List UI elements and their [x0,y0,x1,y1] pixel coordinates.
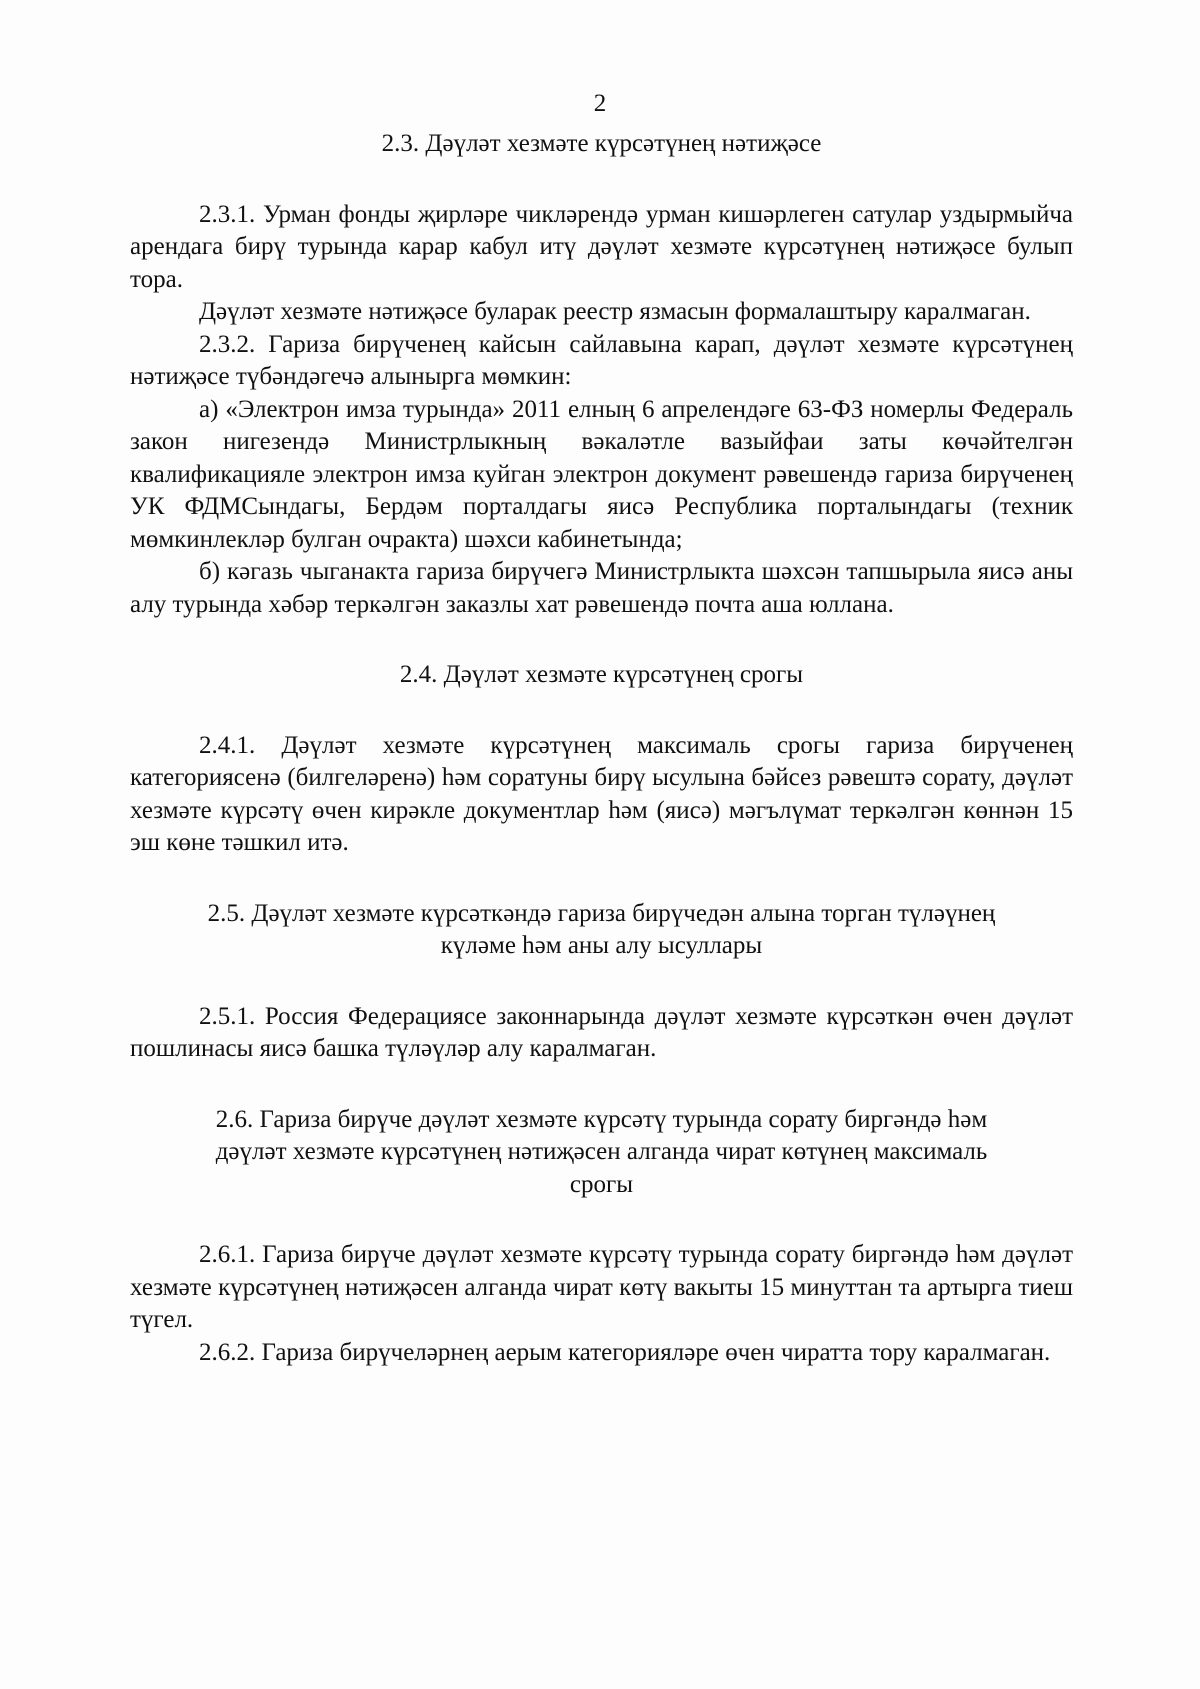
section-heading-2-5-line1: 2.5. Дәүләт хезмәте күрсәткәндә гариза бирүчедән алына торган түләүнең [207,899,996,927]
paragraph-2-6-2: 2.6.2. Гариза бирүчеләрнең аерым категорияләре өчен чиратта тору каралмаган. [199,1338,1051,1366]
section-heading-2-5 [130,898,1073,963]
paragraph-2-5-1: 2.5.1. Россия Федерациясе законнарында дәүләт хезмәте күрсәткән өчен дәүләт пошлинасы яисә башка түләүләр алу каралмаган. [130,1002,1073,1062]
section-heading-2-6-line1: 2.6. Гариза бирүче дәүләт хезмәте күрсәтү турында сорату биргәндә һәм [215,1105,988,1133]
paragraph-2-3-2-a: а) «Электрон имза турында» 2011 елның 6 апрелендәге 63-ФЗ номерлы Федераль закон нигезендә Министрлыкның вәкаләтле вазыйфаи заты көчәйтелгән квалификацияле электрон имза куйган электрон документ рәвешендә гариза бирүченең УК ФДМСындагы, Бердәм порталдагы яисә Республика порталындагы (техник мөмкинлекләр булган очракта) шәхси кабинетында; [130,395,1073,553]
paragraph-2-6-1: 2.6.1. Гариза бирүче дәүләт хезмәте күрсәтү турында сорату биргәндә һәм дәүләт хезмәте күрсәтүнең нәтиҗәсен алганда чират көтү вакыты 15 минуттан та артырга тиеш түгел. [130,1241,1073,1333]
section-heading-2-6 [130,1104,1073,1202]
paragraph-2-4-1: 2.4.1. Дәүләт хезмәте күрсәтүнең максималь срогы гариза бирүченең категориясенә (билгеләренә) һәм соратуны бирү ысулына бәйсез рәвештә сорату, дәүләт хезмәте күрсәтү өчен кирәкле документлар һәм (яисә) мәгълүмат теркәлгән көннән 15 эш көне тәшкил итә. [130,731,1073,856]
paragraph-2-3-2: 2.3.2. Гариза бирүченең кайсын сайлавына карап, дәүләт хезмәте күрсәтүнең нәтиҗәсе түбәндәгечә алынырга мөмкин: [130,330,1073,390]
section-heading-2-3: 2.3. Дәүләт хезмәте күрсәтүнең нәтиҗәсе [381,130,822,157]
paragraph-2-3-1-note: Дәүләт хезмәте нәтиҗәсе буларак реестр язмасын формалаштыру каралмаган. [199,298,1031,325]
paragraph-2-3-2-b: б) кәгазь чыганакта гариза бирүчегә Министрлыкта шәхсән тапшырыла яисә аны алу турында хәбәр теркәлгән заказлы хат рәвешендә почта аша юллана. [130,558,1073,618]
section-heading-2-5-line2: күләме һәм аны алу ысуллары [440,932,763,959]
section-heading-2-4: 2.4. Дәүләт хезмәте күрсәтүнең срогы [399,661,804,688]
page-number: 2 [593,90,607,117]
document-body [130,128,1073,1369]
section-heading-2-6-line2: дәүләт хезмәте күрсәтүнең нәтиҗәсен алганда чират көтүнең максималь [215,1138,988,1165]
paragraph-2-3-1: 2.3.1. Урман фонды җирләре чикләрендә урман кишәрлеген сатулар уздырмыйча арендага бирү турында карар кабул итү дәүләт хезмәте күрсәтүнең нәтиҗәсе булып тора. [130,200,1073,293]
section-heading-2-6-line3: срогы [569,1170,634,1198]
